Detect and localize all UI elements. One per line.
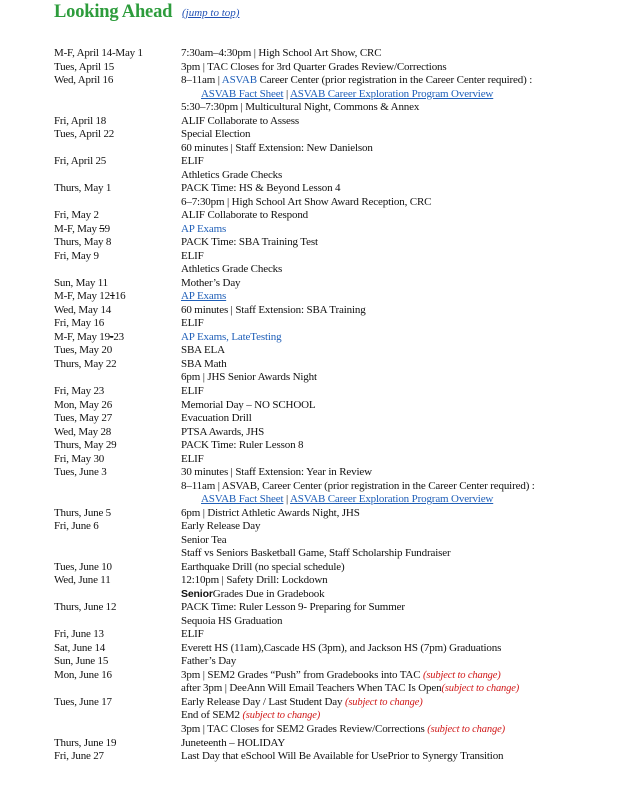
event-text: Early Release Day [181, 520, 261, 533]
event-date [54, 209, 99, 223]
date-text: Thurs, June 5 [54, 506, 111, 519]
event-date [54, 642, 105, 656]
event-row [0, 317, 618, 331]
event-text: Last Day that eSchool Will Be Available for UsePrior to Synergy Transition [181, 750, 504, 763]
date-text: Fri, May 16 [54, 317, 105, 330]
event-description [201, 88, 493, 102]
event-description [181, 574, 328, 588]
event-date [54, 750, 104, 764]
event-row [0, 128, 618, 142]
event-row [0, 169, 618, 183]
event-text: SBA ELA [181, 344, 225, 357]
event-description [181, 371, 317, 385]
event-text: | [283, 493, 291, 506]
event-row [0, 723, 618, 737]
event-description [181, 385, 204, 399]
event-date [54, 115, 106, 129]
event-row [0, 507, 618, 521]
event-description [181, 128, 250, 142]
event-description [181, 588, 325, 602]
event-row [0, 601, 618, 615]
event-row [0, 520, 618, 534]
event-row [0, 534, 618, 548]
event-description [181, 115, 299, 129]
date-text: Fri, May 2 [54, 209, 99, 222]
event-text: PACK Time: Ruler Lesson 8 [181, 439, 304, 452]
date-text: 16 [114, 290, 126, 303]
event-description [181, 507, 360, 521]
event-text: PACK Time: HS & Beyond Lesson 4 [181, 182, 341, 195]
date-text: Fri, May 9 [54, 249, 99, 262]
event-row [0, 223, 618, 237]
event-description [181, 277, 240, 291]
date-text: Sun, May 11 [54, 276, 108, 289]
event-date [54, 290, 125, 304]
event-text: SBA Math [181, 357, 227, 370]
event-date [54, 696, 112, 710]
subject-to-change-note: (subject to change) [242, 710, 321, 722]
date-text: Tues, April 22 [54, 128, 115, 141]
event-text: PACK Time: Ruler Lesson 9- Preparing for Summer [181, 601, 405, 614]
event-date [54, 412, 112, 426]
event-link[interactable]: ASVAB Fact Sheet [201, 87, 284, 100]
event-description [181, 534, 227, 548]
event-date [54, 669, 112, 683]
date-text: - [109, 330, 114, 343]
event-description [181, 61, 447, 75]
event-row [0, 358, 618, 372]
event-text: PTSA Awards, JHS [181, 425, 265, 438]
event-description [181, 223, 226, 237]
event-date [54, 331, 124, 345]
event-date [54, 182, 111, 196]
date-text: Sat, June 14 [54, 641, 106, 654]
event-row [0, 709, 618, 723]
event-text: Mother’s Day [181, 276, 241, 289]
event-row [0, 669, 618, 683]
event-date [54, 561, 112, 575]
event-text: Career Center (prior registration in the Career Center required) : [256, 74, 533, 87]
event-description [181, 317, 204, 331]
event-description [181, 520, 260, 534]
subject-to-change-note: (subject to change) [344, 696, 423, 708]
date-text: M-F, April 14-May 1 [54, 47, 143, 59]
event-text: Sequoia HS Graduation [181, 614, 283, 627]
event-date [54, 453, 104, 467]
event-text: 30 minutes | Staff Extension: Year in Review [181, 466, 372, 479]
date-text: Fri, June 6 [54, 520, 99, 533]
event-description [181, 696, 423, 710]
event-text: Earthquake Drill (no special schedule) [181, 560, 345, 573]
date-text: Tues, April 15 [54, 60, 115, 73]
event-link[interactable]: ASVAB Career Exploration Program Overview [290, 493, 494, 506]
date-text: Fri, April 18 [54, 114, 107, 127]
event-date [54, 628, 104, 642]
event-row [0, 74, 618, 88]
date-text: Thurs, June 19 [54, 736, 117, 749]
event-text: 3pm | SEM2 Grades “Push” from Gradebooks into TAC [181, 668, 424, 681]
event-description [181, 709, 320, 723]
event-date [54, 358, 116, 372]
event-description [181, 47, 381, 61]
event-description [181, 344, 225, 358]
event-description [181, 101, 419, 115]
date-text: Mon, May 26 [54, 398, 112, 411]
date-text: Tues, June 17 [54, 695, 112, 708]
event-row [0, 101, 618, 115]
event-row [0, 574, 618, 588]
event-text: 12:10pm | Safety Drill: Lockdown [181, 574, 328, 587]
event-link[interactable]: ASVAB Career Exploration Program Overview [290, 87, 494, 100]
date-text: Thurs, May 29 [54, 439, 117, 452]
event-text: 60 minutes | Staff Extension: New Danielson [181, 141, 373, 154]
date-text: Fri, April 25 [54, 155, 107, 168]
date-text: Wed, April 16 [54, 74, 114, 87]
event-description [181, 169, 282, 183]
event-row [0, 209, 618, 223]
event-description [181, 466, 372, 480]
event-description [181, 196, 431, 210]
event-link[interactable]: ASVAB Fact Sheet [201, 493, 284, 506]
event-text: Senior [181, 587, 213, 600]
event-row [0, 236, 618, 250]
event-description [181, 669, 501, 683]
event-date [54, 507, 111, 521]
event-row [0, 426, 618, 440]
event-row [0, 682, 618, 696]
event-text: ALIF Collaborate to Respond [181, 209, 309, 222]
event-row [0, 561, 618, 575]
date-text: Wed, May 14 [54, 303, 112, 316]
jump-to-top-link[interactable]: (jump to top) [182, 7, 240, 19]
date-text: Tues, May 27 [54, 412, 113, 425]
event-text: Early Release Day / Last Student Day [181, 695, 345, 708]
event-date [54, 223, 110, 237]
event-description [181, 250, 204, 264]
event-text: 7:30am–4:30pm | High School Art Show, CRC [181, 47, 382, 59]
event-text: 60 minutes | Staff Extension: SBA Training [181, 303, 366, 316]
event-row [0, 412, 618, 426]
event-description [181, 290, 226, 304]
event-row [0, 61, 618, 75]
event-description [181, 142, 373, 156]
date-text: M-F, May 12 [54, 290, 110, 303]
event-date [54, 344, 112, 358]
section-title: Looking Ahead [54, 2, 173, 22]
event-text: ELIF [181, 249, 204, 262]
event-text: ELIF [181, 628, 204, 641]
event-date [54, 61, 114, 75]
event-description [181, 263, 282, 277]
subject-to-change-note: (subject to change) [441, 683, 520, 695]
event-text: Juneteenth – HOLIDAY [181, 736, 286, 749]
event-text: AP Exams, LateTesting [181, 330, 282, 343]
event-row [0, 642, 618, 656]
event-row [0, 277, 618, 291]
event-text: ELIF [181, 385, 204, 397]
event-text: Everett HS (11am),Cascade HS (3pm), and Jackson HS (7pm) Graduations [181, 641, 502, 654]
event-date [54, 277, 108, 291]
date-text: Tues, June 10 [54, 560, 112, 573]
event-text: Father’s Day [181, 655, 237, 668]
event-description [181, 723, 505, 737]
event-date [54, 520, 99, 534]
event-row [0, 696, 618, 710]
event-description [181, 480, 535, 494]
event-row [0, 399, 618, 413]
event-row [0, 371, 618, 385]
event-row [0, 453, 618, 467]
event-row [0, 290, 618, 304]
event-link[interactable]: AP Exams [181, 290, 227, 303]
event-text: PACK Time: SBA Training Test [181, 236, 318, 249]
event-description [181, 601, 405, 615]
event-text: 8–11am | [181, 74, 222, 87]
event-date [54, 317, 104, 331]
event-date [54, 128, 114, 142]
date-text: Fri, June 13 [54, 628, 104, 641]
event-text: Evacuation Drill [181, 412, 252, 425]
event-text: Staff vs Seniors Basketball Game, Staff Scholarship Fundraiser [181, 547, 451, 560]
event-row [0, 750, 618, 764]
event-text: ASVAB [221, 74, 257, 87]
event-row [0, 655, 618, 669]
event-date [54, 574, 111, 588]
date-text: Thurs, May 1 [54, 182, 112, 195]
date-text: Mon, June 16 [54, 668, 112, 681]
event-row [0, 196, 618, 210]
event-date [54, 655, 108, 669]
event-row [0, 115, 618, 129]
event-row [0, 628, 618, 642]
event-date [54, 250, 99, 264]
subject-to-change-note: (subject to change) [423, 669, 501, 681]
date-text: Thurs, May 22 [54, 357, 117, 370]
event-date [54, 439, 116, 453]
event-row [0, 344, 618, 358]
event-date [54, 466, 107, 480]
event-description [181, 358, 227, 372]
event-row [0, 615, 618, 629]
event-text: ELIF [181, 452, 204, 465]
event-description [181, 236, 318, 250]
event-row [0, 304, 618, 318]
event-date [54, 385, 104, 399]
event-date [54, 426, 111, 440]
date-text: Wed, May 28 [54, 425, 112, 438]
event-description [181, 750, 503, 764]
event-description [201, 493, 493, 507]
event-text: AP Exams [181, 222, 227, 235]
event-text: End of SEM2 [181, 709, 243, 722]
event-date [54, 47, 143, 61]
date-text: 5 [99, 222, 105, 235]
event-row [0, 263, 618, 277]
event-date [54, 236, 111, 250]
date-text: Fri, May 30 [54, 452, 105, 465]
event-row [0, 466, 618, 480]
event-date [54, 155, 106, 169]
event-text: Athletics Grade Checks [181, 168, 283, 181]
date-text: M-F, May [54, 222, 100, 235]
event-description [181, 412, 252, 426]
event-description [181, 426, 264, 440]
event-text: 6pm | District Athletic Awards Night, JHS [181, 506, 360, 519]
event-row [0, 493, 618, 507]
event-text: Senior Tea [181, 533, 227, 546]
event-description [181, 628, 204, 642]
event-text: Athletics Grade Checks [181, 263, 283, 276]
event-description [181, 331, 281, 345]
event-row [0, 385, 618, 399]
event-text: after 3pm | DeeAnn Will Email Teachers When TAC Is Open [181, 682, 442, 695]
date-text: Tues, June 3 [54, 466, 107, 479]
event-description [181, 304, 366, 318]
event-row [0, 480, 618, 494]
event-text: 5:30–7:30pm | Multicultural Night, Commons & Annex [181, 101, 420, 114]
event-text: 6pm | JHS Senior Awards Night [181, 371, 317, 384]
event-description [181, 561, 345, 575]
event-description [181, 74, 532, 88]
event-text: Grades Due in Gradebook [212, 587, 325, 600]
event-text: 6–7:30pm | High School Art Show Award Reception, CRC [181, 195, 432, 208]
event-text: | [283, 87, 291, 100]
date-text: Fri, May 23 [54, 385, 105, 397]
event-row [0, 547, 618, 561]
event-text: ALIF Collaborate to Assess [181, 114, 300, 127]
event-text: Special Election [181, 128, 251, 141]
date-text: 1 [109, 290, 115, 303]
event-description [181, 182, 340, 196]
event-row [0, 155, 618, 169]
event-description [181, 642, 501, 656]
event-row [0, 47, 618, 61]
event-description [181, 682, 519, 696]
event-row [0, 88, 618, 102]
event-description [181, 547, 451, 561]
event-text: 3pm | TAC Closes for SEM2 Grades Review/Corrections [181, 723, 428, 735]
event-date [54, 601, 116, 615]
event-date [54, 304, 111, 318]
event-text: Memorial Day – NO SCHOOL [181, 398, 316, 411]
date-text: Sun, June 15 [54, 655, 109, 668]
event-description [181, 453, 204, 467]
date-text: Wed, June 11 [54, 574, 111, 587]
date-text: Thurs, June 12 [54, 601, 117, 614]
date-text: 9 [104, 222, 110, 235]
event-row [0, 331, 618, 345]
event-description [181, 399, 316, 413]
date-text: Fri, June 27 [54, 750, 104, 763]
event-text: ELIF [181, 317, 204, 330]
event-text: 8–11am | ASVAB, Career Center (prior registration in the Career Center required) : [181, 479, 535, 492]
date-text: Thurs, May 8 [54, 236, 112, 249]
event-text: 3pm | TAC Closes for 3rd Quarter Grades Review/Corrections [181, 60, 447, 73]
event-date [54, 737, 116, 751]
event-description [181, 155, 204, 169]
subject-to-change-note: (subject to change) [427, 724, 505, 735]
date-text: 23 [113, 330, 124, 343]
event-row [0, 142, 618, 156]
event-row [0, 439, 618, 453]
event-description [181, 439, 303, 453]
event-description [181, 737, 285, 751]
event-date [54, 74, 113, 88]
event-row [0, 250, 618, 264]
date-text: Tues, May 20 [54, 344, 113, 357]
event-text: ELIF [181, 155, 204, 168]
event-row [0, 182, 618, 196]
event-row [0, 588, 618, 602]
event-date [54, 399, 112, 413]
event-description [181, 615, 282, 629]
event-row [0, 737, 618, 751]
event-description [181, 655, 236, 669]
date-text: M-F, May 19 [54, 330, 110, 343]
event-description [181, 209, 308, 223]
